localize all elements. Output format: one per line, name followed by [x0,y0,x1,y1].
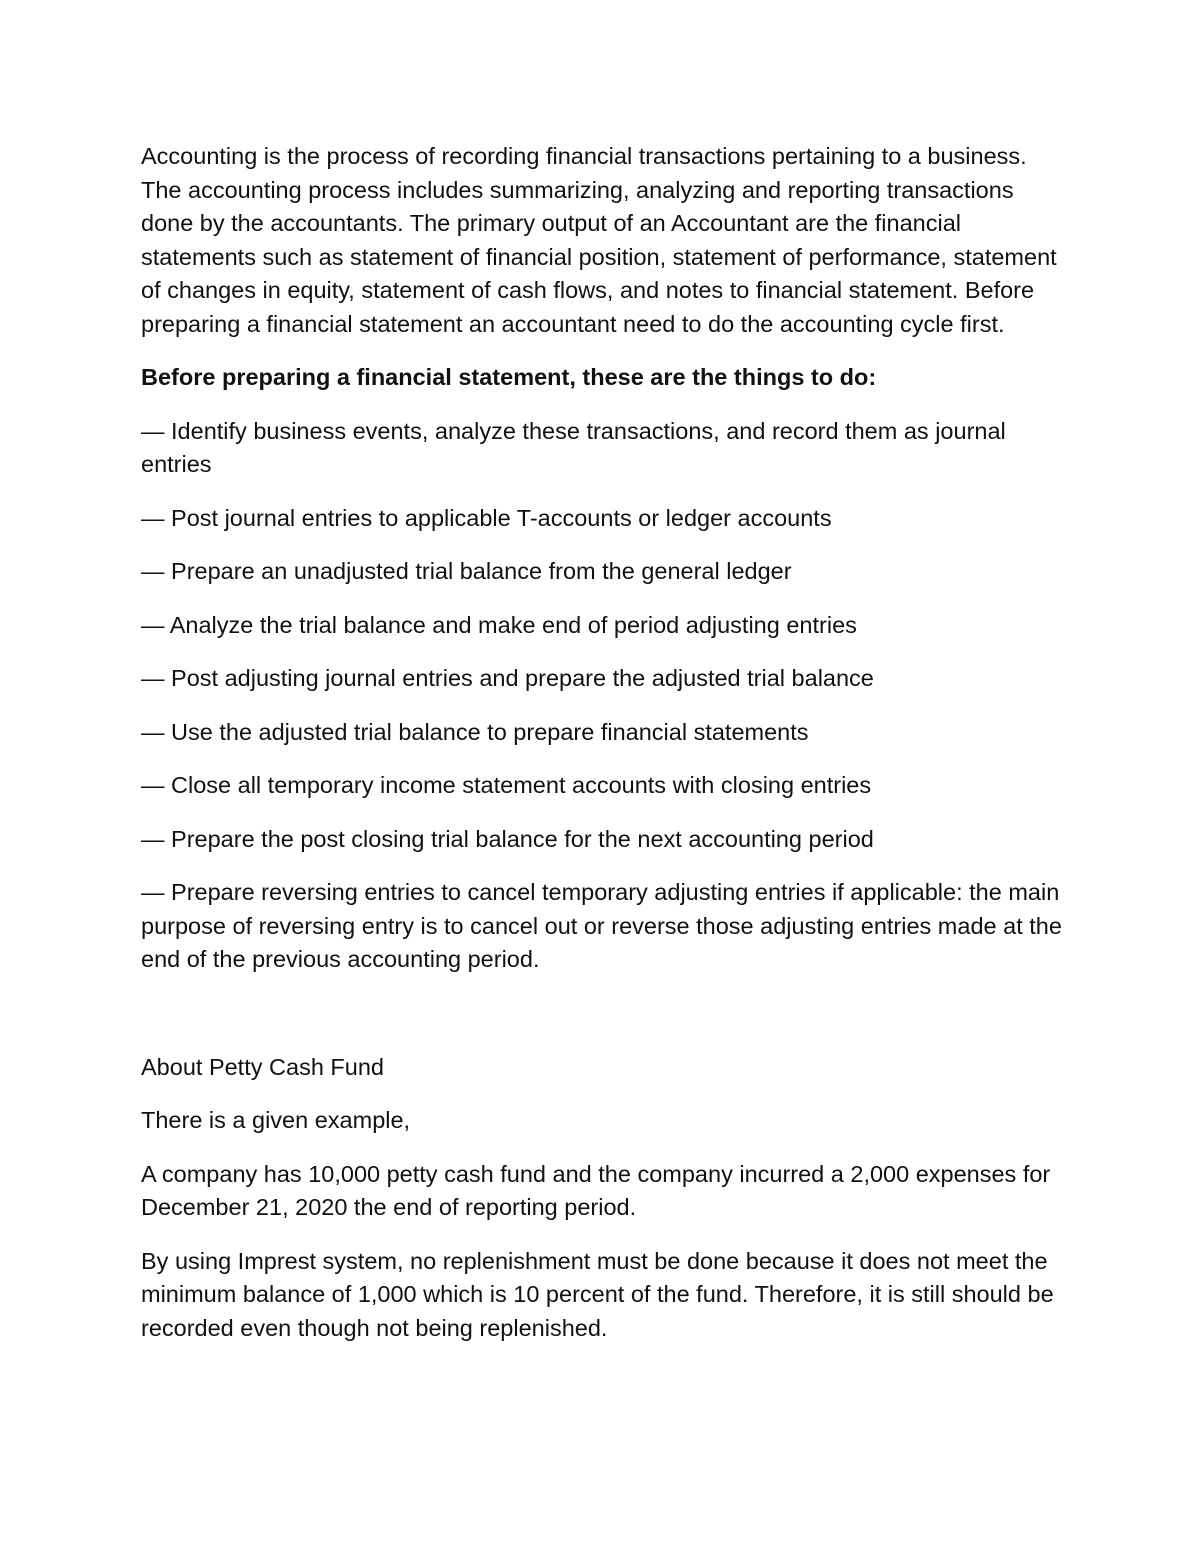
step-item: — Close all temporary income statement accounts with closing entries [141,772,872,798]
step-item: — Use the adjusted trial balance to prepare financial statements [141,718,809,745]
section-spacer [141,997,1071,1051]
steps-heading: Before preparing a financial statement, these are the things to do: [141,364,877,390]
step-item: — Prepare the post closing trial balance for the next accounting period [141,825,874,852]
step-item: — Post journal entries to applicable T-accounts or ledger accounts [141,504,832,531]
intro-paragraph: Accounting is the process of recording financial transactions pertaining to a business. The accounting process includes summarizing, analyzing and reporting transactions done by the accountants. The primary output of an Accountant are the financial statements such as statement of financial position, statement of performance, statement of changes in equity, statement of cash flows, and notes to financial statement. Before preparing a financial statement an accountant need to do the accounting cycle first. [141,143,1057,337]
petty-cash-title: About Petty Cash Fund [141,1053,384,1080]
example-paragraph: A company has 10,000 petty cash fund and the company incurred a 2,000 expenses for December 21, 2020 the end of reporting period. [141,1160,1051,1220]
step-item: — Prepare an unadjusted trial balance from the general ledger [141,558,792,584]
step-item: — Post adjusting journal entries and prepare the adjusted trial balance [141,665,874,691]
step-item: — Identify business events, analyze these transactions, and record them as journal entries [141,417,1006,477]
step-item: — Analyze the trial balance and make end of period adjusting entries [141,611,857,638]
example-intro: There is a given example, [141,1107,411,1133]
conclusion-paragraph: By using Imprest system, no replenishment must be done because it does not meet the minimum balance of 1,000 which is 10 percent of the fund. Therefore, it is still should be recorded even though not being replenished. [141,1247,1054,1341]
step-item: — Prepare reversing entries to cancel temporary adjusting entries if applicable: the main purpose of reversing entry is to cancel out or reverse those adjusting entries made at the end of the previous accounting period. [141,879,1062,972]
document-body [141,140,1071,1365]
